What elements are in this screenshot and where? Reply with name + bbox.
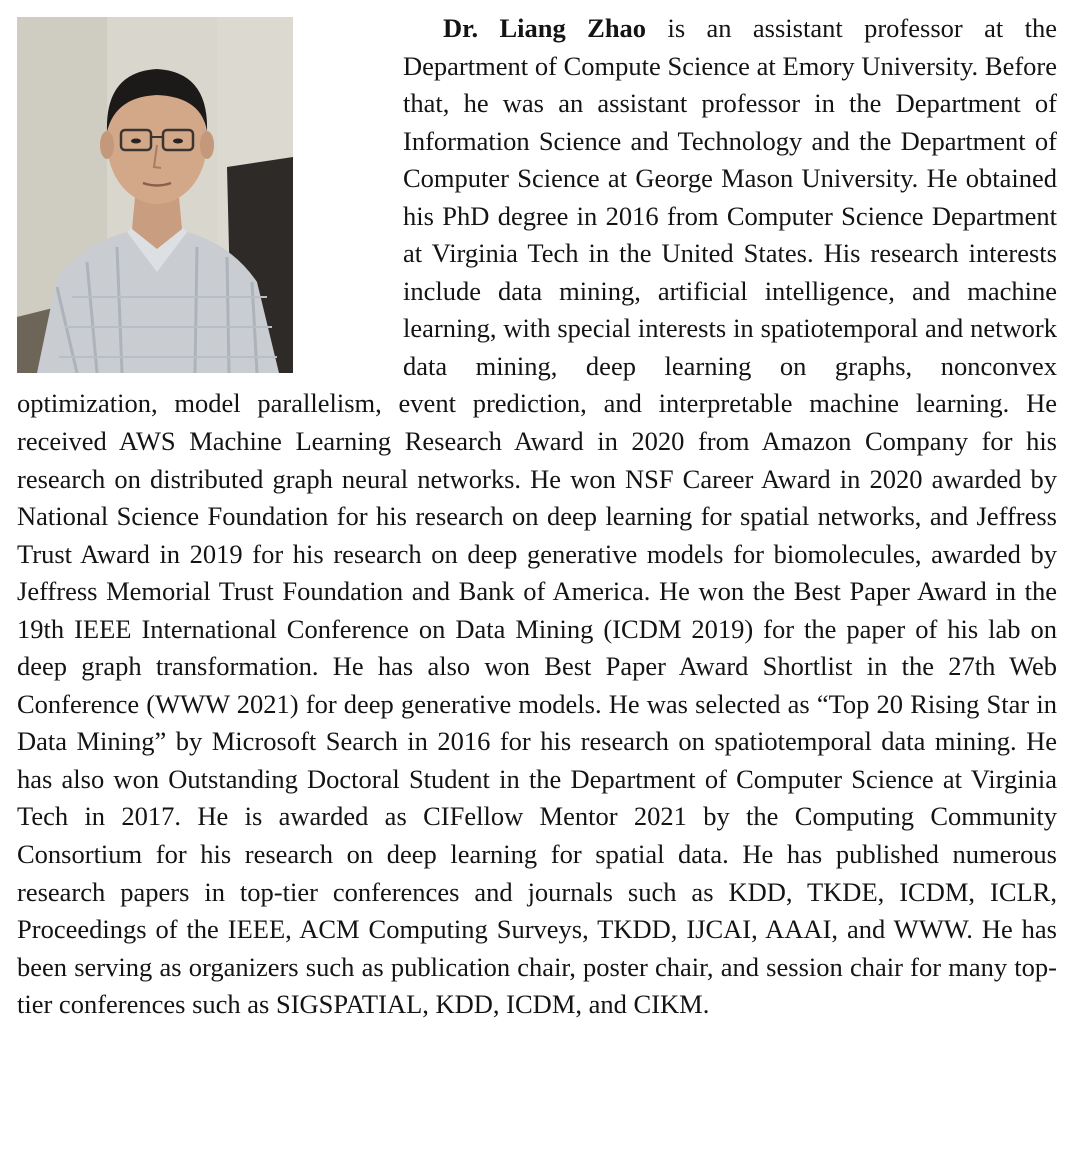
bio-text: is an assistant professor at the Department of Compute Science at Emory University. Before that, he was an assistant professor in the Department of Information Science and Technology and the Department of Computer Science at George Mason University. He obtained his PhD degree in 2016 from Computer Science Department at Virginia Tech in the United States. His research interests include data mining, artificial intelligence, and machine learning, with special interests in spatiotemporal and network data mining, deep learning on graphs, nonconvex optimization, model parallelism, event prediction, and interpretable machine learning. He received AWS Machine Learning Research Award in 2020 from Amazon Company for his research on distributed graph neural networks. He won NSF Career Award in 2020 awarded by National Science Foundation for his research on deep learning for spatial networks, and Jeffress Trust Award in 2019 for his research on deep generative models for biomolecules, awarded by Jeffress Memorial Trust Foundation and Bank of America. He won the Best Paper Award in the 19th IEEE International Conference on Data Mining (ICDM 2019) for the paper of his lab on deep graph transformation. He has also won Best Paper Award Shortlist in the 27th Web Conference (WWW 2021) for deep generative models. He was selected as “Top 20 Rising Star in Data Mining” by Microsoft Search in 2016 for his research on spatiotemporal data mining. He has also won Outstanding Doctoral Student in the Department of Computer Science at Virginia Tech in 2017. He is awarded as CIFellow Mentor 2021 by the Computing Community Consortium for his research on deep learning for spatial data. He has published numerous research papers in top-tier conferences and journals such as KDD, TKDE, ICDM, ICLR, Proceedings of the IEEE, ACM Computing Surveys, TKDD, IJCAI, AAAI, and WWW. He has been serving as organizers such as publication chair, poster chair, and session chair for many top-tier conferences such as SIGSPATIAL, KDD, ICDM, and CIKM. <box>17 13 1057 1020</box>
bio-paragraph <box>17 10 1057 1024</box>
author-name: Dr. Liang Zhao <box>443 13 647 43</box>
author-photo <box>17 17 293 373</box>
